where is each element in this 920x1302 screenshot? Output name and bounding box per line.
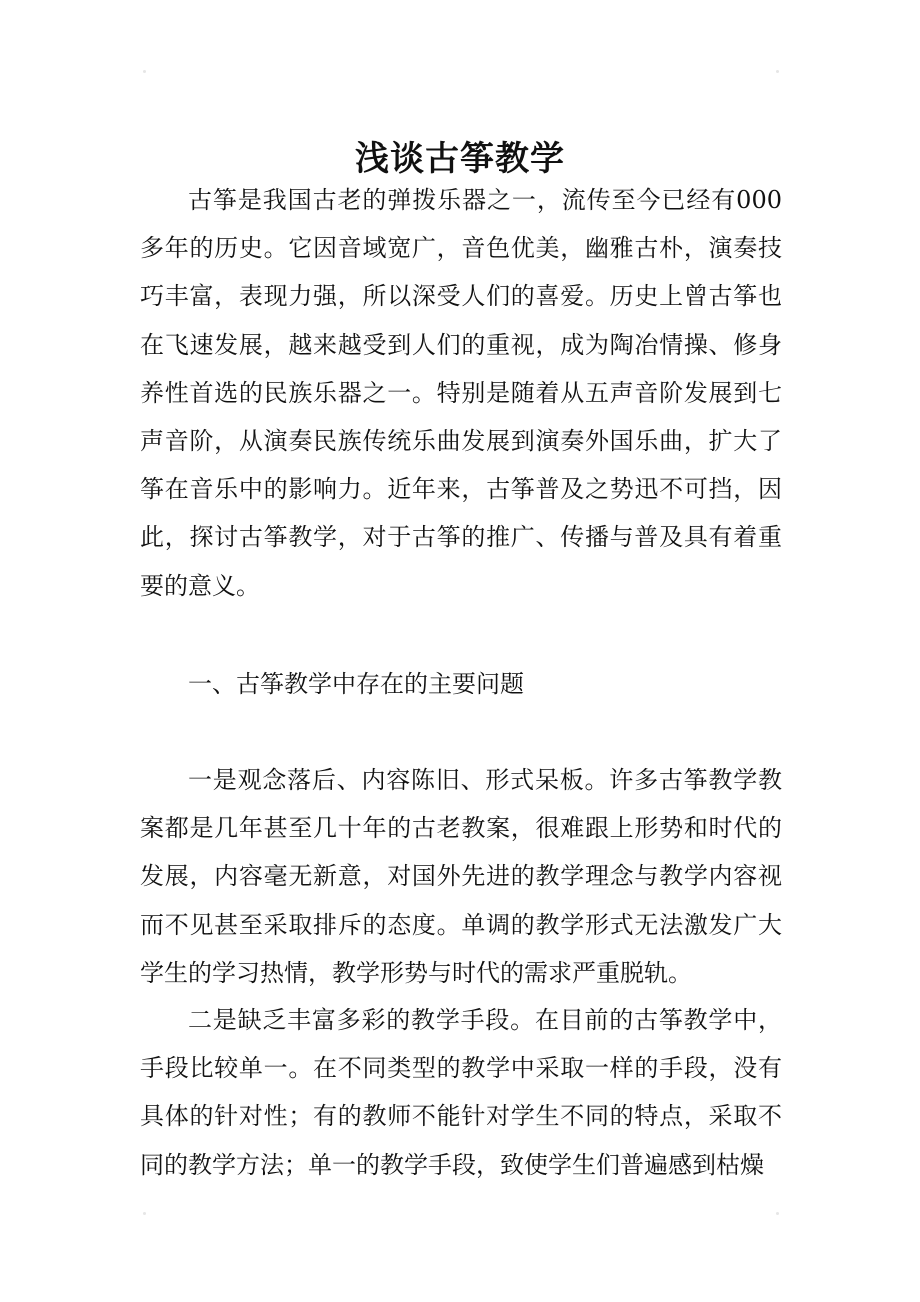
problem-one-paragraph: 一是观念落后、内容陈旧、形式呆板。许多古筝教学教案都是几年甚至几十年的古老教案，很难跟上形势和时代的发展，内容毫无新意，对国外先进的教学理念与教学内容视而不见甚至采取排斥的态度。单调的教学形式无法激发广大学生的学习热情，教学形势与时代的需求严重脱轨。 <box>140 766 782 987</box>
corner-mark-bottom-left <box>143 1212 146 1215</box>
intro-paragraph: 古筝是我国古老的弹拨乐器之一，流传至今已经有000多年的历史。它因音域宽广，音色优美，幽雅古朴，演奏技巧丰富，表现力强，所以深受人们的喜爱。历史上曾古筝也在飞速发展，越来越受到人们的重视，成为陶冶情操、修身养性首选的民族乐器之一。特别是随着从五声音阶发展到七声音阶，从演奏民族传统乐曲发展到演奏外国乐曲，扩大了筝在音乐中的影响力。近年来，古筝普及之势迅不可挡，因此，探讨古筝教学，对于古筝的推广、传播与普及具有着重要的意义。 <box>140 186 782 600</box>
corner-mark-top-left <box>143 70 146 73</box>
problem-two-paragraph: 二是缺乏丰富多彩的教学手段。在目前的古筝教学中，手段比较单一。在不同类型的教学中采取一样的手段，没有具体的针对性；有的教师不能针对学生不同的特点，采取不同的教学方法；单一的教学手段，致使学生们普遍感到枯燥 <box>140 1006 782 1179</box>
document-title: 浅谈古筝教学 <box>355 138 565 179</box>
corner-mark-top-right <box>776 70 779 73</box>
corner-mark-bottom-right <box>776 1212 779 1215</box>
section-heading: 一、古筝教学中存在的主要问题 <box>188 670 524 698</box>
